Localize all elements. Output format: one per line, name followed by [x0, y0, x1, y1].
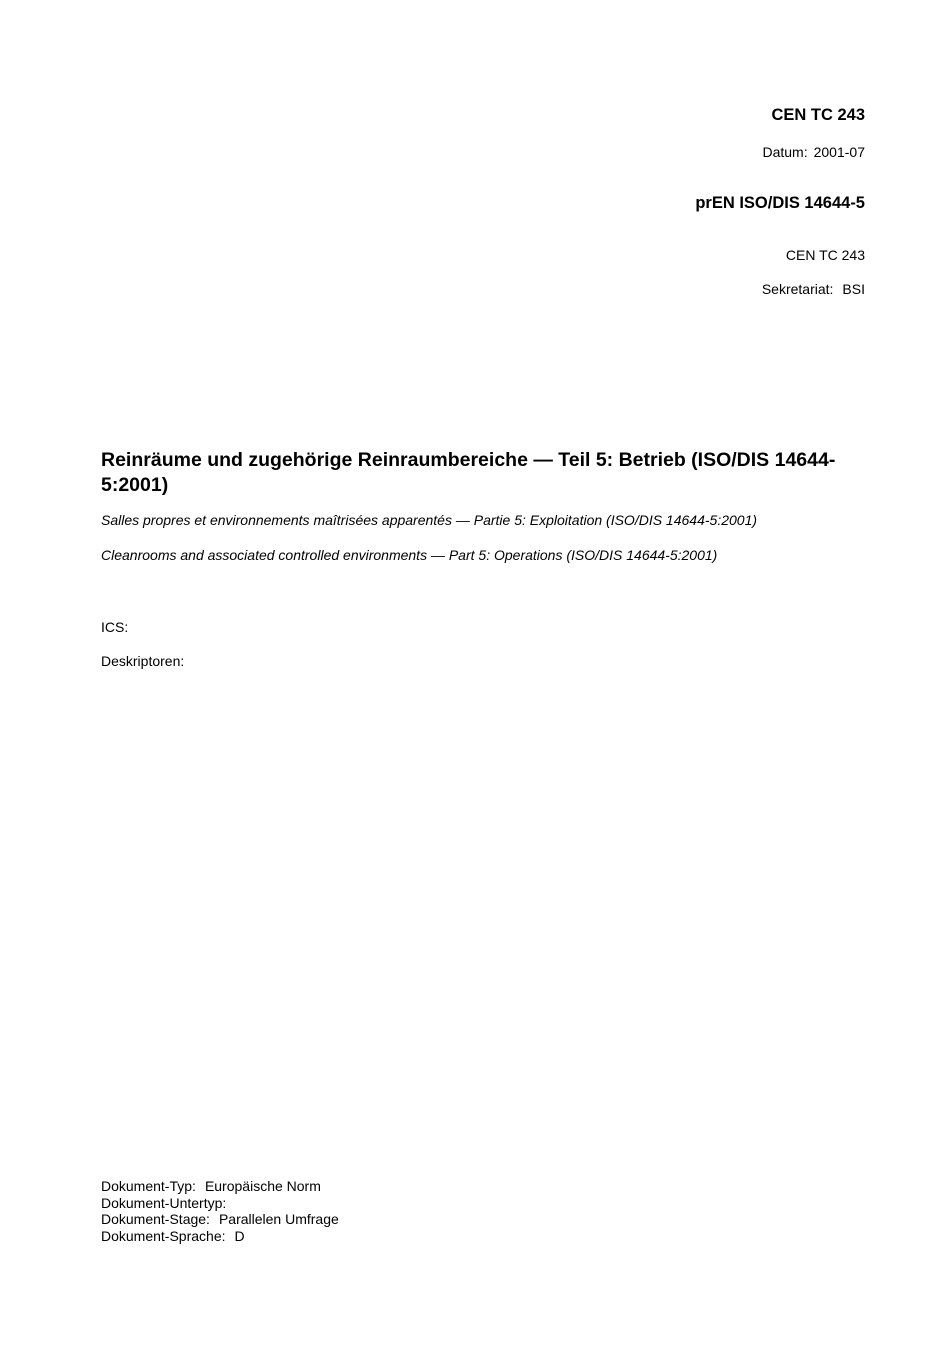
document-type-label: Dokument-Typ: [101, 1178, 196, 1194]
document-number: prEN ISO/DIS 14644-5 [695, 194, 865, 212]
committee-reference: CEN TC 243 [785, 247, 865, 263]
document-language-value: D [234, 1227, 245, 1244]
document-type-value: Europäische Norm [204, 1178, 321, 1194]
document-subtype-row [101, 1195, 866, 1212]
secretariat-label: Sekretariat: [761, 281, 834, 297]
document-stage-label: Dokument-Stage: [101, 1211, 210, 1227]
secretariat-value: BSI [842, 281, 865, 297]
date-label: Datum: [762, 144, 808, 160]
title-german: Reinräume und zugehörige Reinraumbereiche — Teil 5: Betrieb (ISO/DIS 14644-5:2001) [101, 449, 836, 496]
secretariat-line [762, 281, 865, 297]
document-language-row [101, 1228, 866, 1245]
document-stage-row [101, 1211, 866, 1228]
title-french: Salles propres et environnements maîtrisées apparentés — Partie 5: Exploitation (ISO/DIS 14644-5:2001) [101, 512, 758, 528]
document-stage-value: Parallelen Umfrage [218, 1211, 339, 1227]
date-line [762, 144, 865, 160]
ics-label: ICS: [101, 619, 129, 635]
committee-heading: CEN TC 243 [771, 106, 865, 124]
document-subtype-label: Dokument-Untertyp: [101, 1194, 227, 1211]
document-language-label: Dokument-Sprache: [101, 1227, 226, 1244]
document-info-block [101, 1178, 866, 1244]
date-value: 2001-07 [813, 144, 865, 160]
title-english: Cleanrooms and associated controlled environments — Part 5: Operations (ISO/DIS 14644-5:2001) [101, 547, 718, 563]
descriptors-label: Deskriptoren: [101, 653, 185, 669]
document-type-row [101, 1178, 866, 1195]
